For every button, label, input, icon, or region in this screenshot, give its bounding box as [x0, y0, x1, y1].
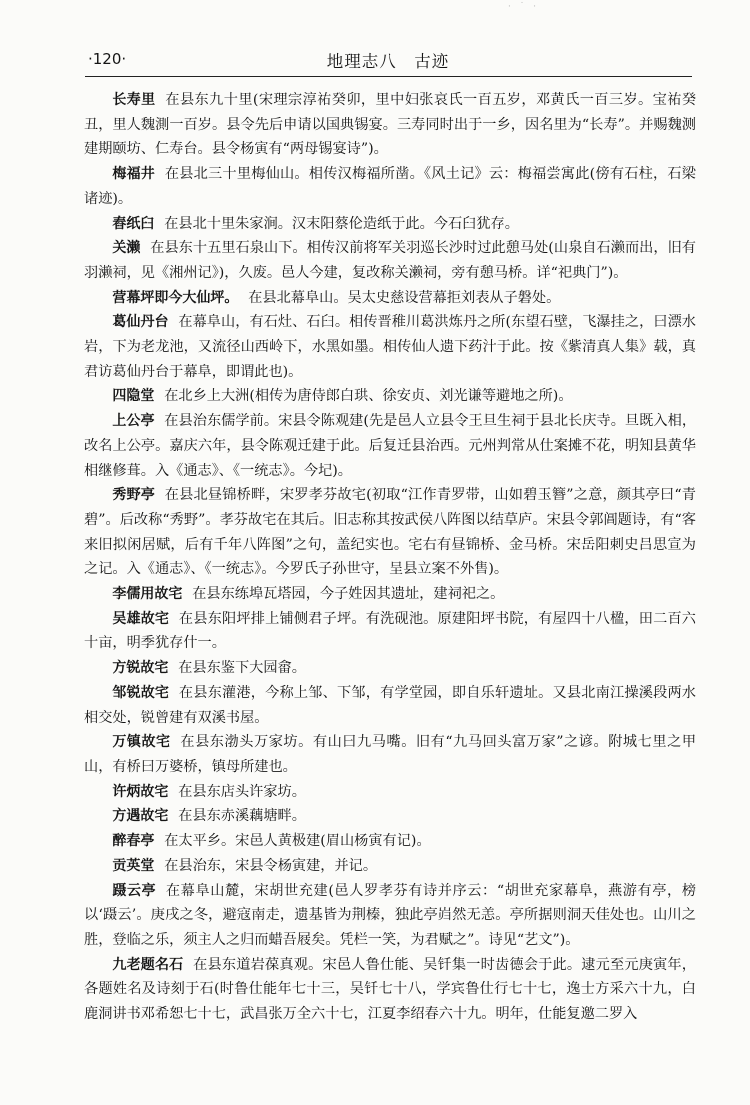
- entry: [84, 953, 696, 1027]
- scan-speckle: · ˙ ·: [508, 2, 539, 12]
- running-title: 地理志八 古迹: [326, 52, 450, 71]
- entry: [84, 212, 696, 237]
- entry-text: 在县东练埠瓦塔园，今子姓因其遗址，建祠祀之。: [192, 586, 505, 603]
- entry: [84, 582, 696, 607]
- entry-term: 邹锐故宅: [112, 684, 170, 701]
- entry-text: 在县北昼锦桥畔，宋罗孝芬故宅(初取“江作青罗带，山如碧玉簪”之意，颜其亭曰“青碧”。后改称“秀野”。孝芬故宅在其后。旧志称其按武侯八阵图以结草庐。宋县令郭阊题诗，有“客来旧拟闲居赋，后有千年八阵图”之句，盖纪实也。宅右有昼锦桥、金马桥。宋岳阳刺史吕思宣为之记。入《通志》、《一统志》。今罗氏子孙世守，呈县立案不外售)。: [84, 487, 696, 578]
- entry-text: 在县东道岩葆真观。宋邑人鲁仕能、吴钎集一时齿德会于此。逮元至元庚寅年，各题姓名及诗刻于石(时鲁仕能年七十三，吴钎七十八，学宾鲁仕行七十七，逸士方采六十九，白鹿洞讲书邓希恕七十七，武昌张万全六十七，江夏李绍春六十九。明年，仕能复邀二罗入: [84, 956, 696, 1023]
- entry-term: 营幕坪即今大仙坪。: [112, 289, 239, 306]
- entry: [84, 656, 696, 681]
- entry: [84, 854, 696, 879]
- entry-term: 方锐故宅: [112, 660, 169, 677]
- entry-text: 在县东阳坪排上铺侧君子坪。有洗砚池。原建阳坪书院，有屋四十八楹，田二百六十亩，明季犹存什一。: [84, 610, 696, 652]
- entry-term: 四隐堂: [112, 388, 155, 405]
- entry: [84, 607, 696, 656]
- entry: [84, 804, 696, 829]
- entry-text: 在县东渤头万家坊。有山曰九马嘴。旧有“九马回头富万家”之谚。附城七里之甲山，有桥曰万婆桥，镇母所建也。: [84, 734, 697, 775]
- entry: [84, 88, 696, 162]
- entry-term: 上公亭: [112, 413, 155, 430]
- entry-term: 李儒用故宅: [112, 586, 183, 603]
- entry-text: 在太平乡。宋邑人黄极建(眉山杨寅有记)。: [164, 833, 431, 850]
- entry-term: 蹑云亭: [112, 882, 157, 899]
- entry: [84, 780, 696, 805]
- entry-term: 长寿里: [112, 92, 156, 108]
- entry-text: 在县东赤溪藕塘畔。: [178, 808, 306, 825]
- entry: [84, 409, 696, 483]
- page-header: [88, 48, 688, 74]
- entry-term: 葛仙丹台: [112, 314, 169, 331]
- entry-term: 吴雄故宅: [112, 610, 170, 627]
- entry: [84, 286, 696, 311]
- entry-term: 醉春亭: [112, 833, 155, 850]
- header-rule: [85, 76, 692, 77]
- entry: [84, 384, 696, 409]
- entry-text: 在县东店头许家坊。: [178, 783, 306, 800]
- page-number: ·120·: [88, 50, 127, 68]
- entry-text: 在县东十五里石泉山下。相传汉前将军关羽巡长沙时过此憩马处(山泉自石濑而出，旧有羽濑祠，见《湘州记》)，久废。邑人今建，复改称关濑祠，旁有憩马桥。详“祀典门”)。: [84, 240, 696, 281]
- entry-term: 梅福井: [112, 166, 156, 183]
- entry-term: 贡英堂: [112, 857, 155, 874]
- entry-term: 万镇故宅: [112, 734, 171, 751]
- entry-text: 在县北十里朱家涧。汉末阳蔡伦造纸于此。今石臼犹存。: [164, 215, 519, 232]
- entry-term: 关濑: [112, 240, 141, 257]
- entry-term: 九老题名石: [112, 956, 184, 973]
- entry-text: 在县北幕阜山。吴太史慈设营幕拒刘表从子磐处。: [248, 289, 561, 306]
- entry: [84, 879, 696, 953]
- entry-text: 在县东鉴下大园畲。: [178, 660, 306, 677]
- entry: [84, 730, 696, 779]
- entry: [84, 310, 696, 384]
- entry: [84, 681, 696, 730]
- entry-term: 秀野亭: [112, 487, 155, 504]
- entry-text: 在幕阜山麓，宋胡世充建(邑人罗孝芬有诗并序云：“胡世充家幕阜，燕游有亭，榜以‘蹑云’。庚戌之冬，避寇南走，遗基皆为荆榛，独此亭岿然无恙。亭所据则洞天佳处也。山川之胜，登临之乐，须主人之归而蜡吾屐矣。凭栏一笑，为君赋之”。诗见“艺文”)。: [84, 882, 697, 948]
- entry-text: 在县北三十里梅仙山。相传汉梅福所凿。《风土记》云：梅福尝寓此(傍有石柱，石梁诸迹)。: [84, 166, 696, 207]
- entry: [84, 162, 696, 211]
- entry: [84, 829, 696, 854]
- entry-term: 舂纸臼: [112, 215, 155, 232]
- entry-text: 在县治东儒学前。宋县令陈观建(先是邑人立县令王旦生祠于县北长庆寺。旦既入相，改名上公亭。嘉庆六年，县令陈观迁建于此。后复迁县治西。元州判常从仕案摊不花，明知县黄华相继修葺。入《通志》、《一统志》。今圮)。: [84, 413, 697, 479]
- entries-list: [84, 88, 696, 1027]
- entry-text: 在县东九十里(宋理宗淳祐癸卯，里中妇张哀氏一百五岁，邓黄氏一百三岁。宝祐癸丑，里人魏測一百岁。县令先后申请以国典锡宴。三寿同时出于一乡，因名里为“长寿”。并赐魏测建期颐坊、仁寿台。县令杨寅有“两母锡宴诗”)。: [84, 92, 697, 158]
- entry: [84, 483, 696, 582]
- entry-text: 在北乡上大洲(相传为唐侍郎白珙、徐安贞、刘光谦等避地之所)。: [164, 388, 573, 405]
- entry-term: 许炳故宅: [112, 783, 169, 800]
- entry-text: 在幕阜山，有石灶、石臼。相传晋稚川葛洪炼丹之所(东望石壁，飞瀑挂之，曰漂水岩，下为老龙池，又流径山西岭下，水黑如墨。相传仙人遗下药汁于此。按《紫清真人集》载，真君访葛仙丹台于幕阜，即谓此也)。: [84, 314, 696, 380]
- entry-text: 在县东灌港，今称上邹、下邹，有学堂园，即自乐轩遗址。又县北南江操溪段两水相交处，锐曾建有双溪书屋。: [84, 684, 696, 726]
- entry-text: 在县治东，宋县令杨寅建，并记。: [164, 857, 378, 874]
- entry-term: 方遇故宅: [112, 808, 169, 825]
- entry: [84, 236, 696, 285]
